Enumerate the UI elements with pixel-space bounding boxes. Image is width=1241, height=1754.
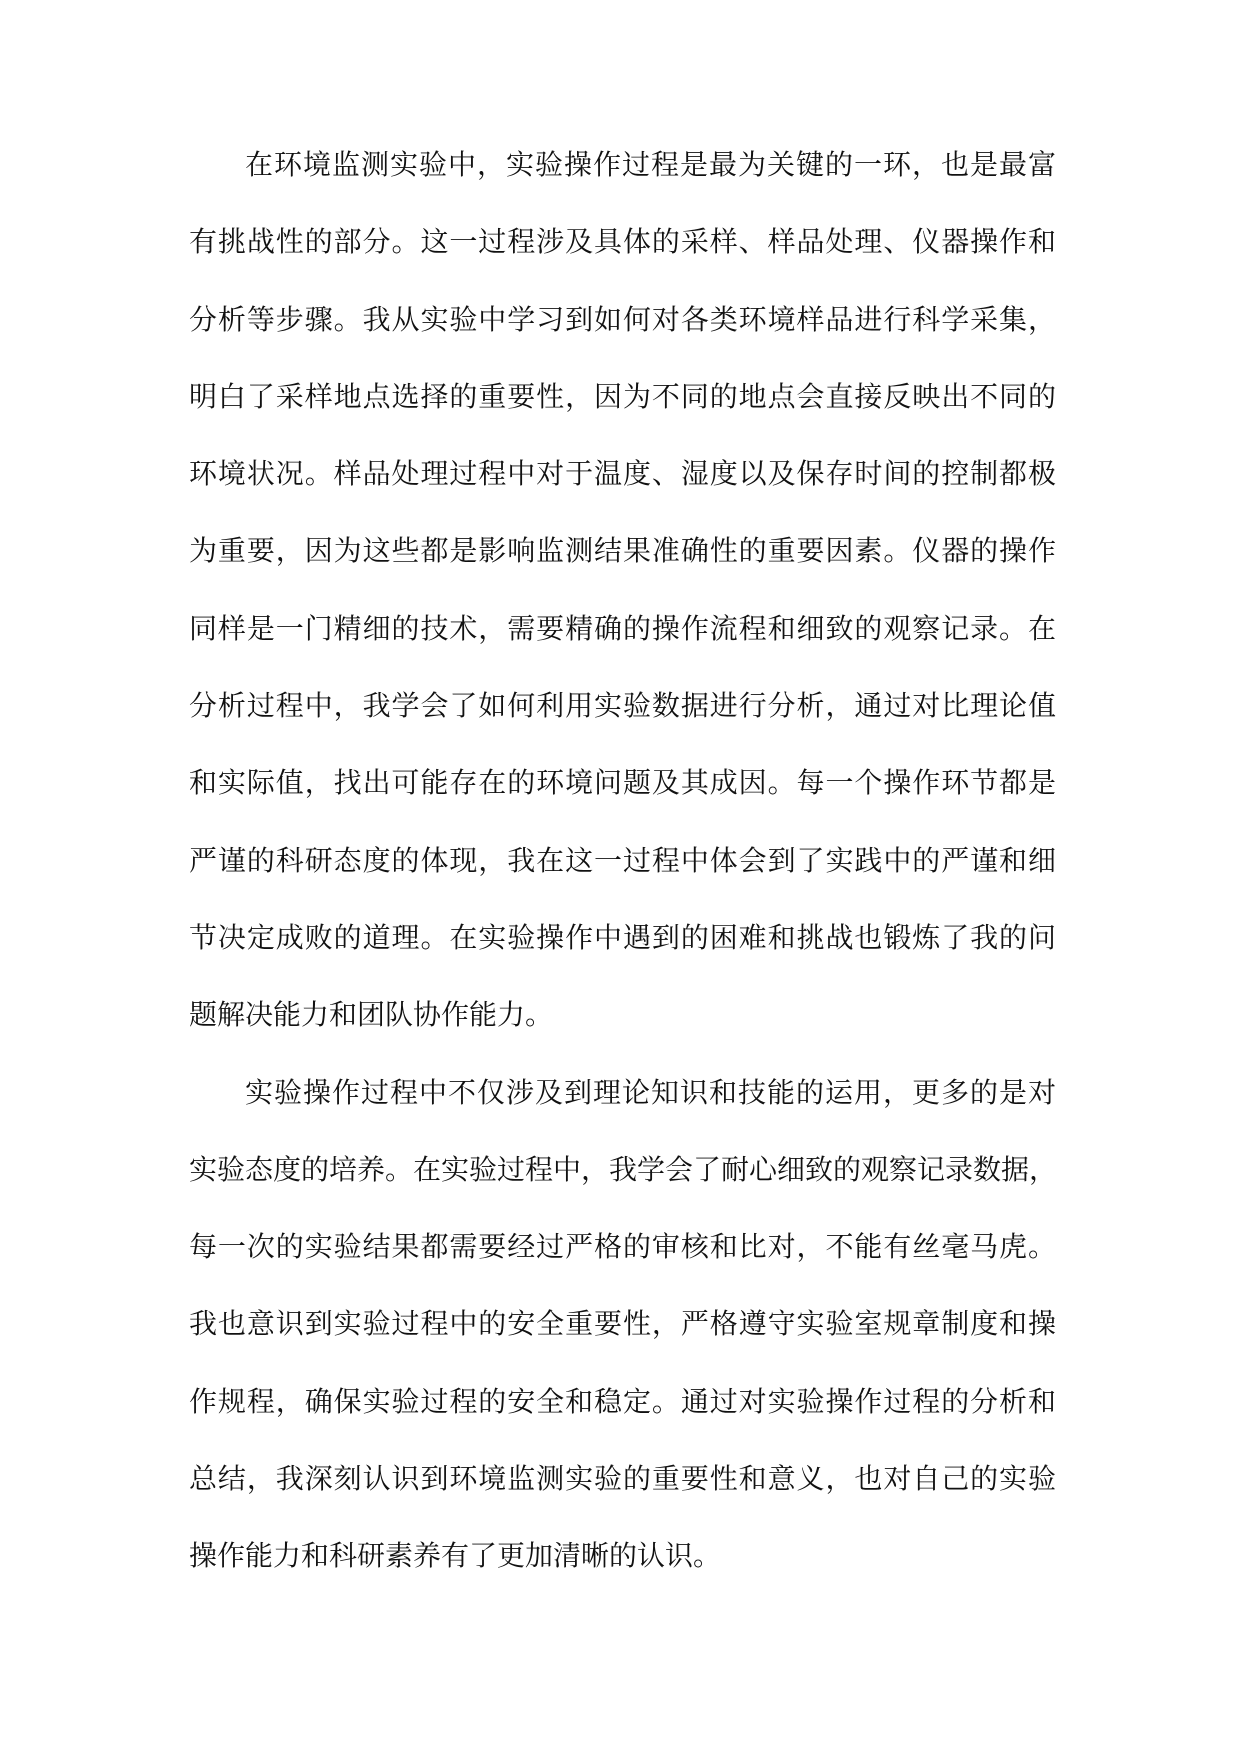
text-line: 明白了采样地点选择的重要性，因为不同的地点会直接反映出不同的: [189, 379, 1056, 413]
text-line: 为重要，因为这些都是影响监测结果准确性的重要因素。仪器的操作: [189, 534, 1056, 568]
text-line: 有挑战性的部分。这一过程涉及具体的采样、样品处理、仪器操作和: [189, 225, 1056, 259]
text-line: 总结，我深刻认识到环境监测实验的重要性和意义，也对自己的实验: [189, 1462, 1056, 1496]
text-line: 作规程，确保实验过程的安全和稳定。通过对实验操作过程的分析和: [189, 1384, 1056, 1418]
text-line: 在环境监测实验中，实验操作过程是最为关键的一环，也是最富: [245, 148, 1056, 181]
text-line: 环境状况。样品处理过程中对于温度、湿度以及保存时间的控制都极: [189, 457, 1056, 491]
text-line: 和实际值，找出可能存在的环境问题及其成因。每一个操作环节都是: [189, 766, 1056, 800]
text-line: 实验操作过程中不仅涉及到理论知识和技能的运用，更多的是对: [245, 1075, 1056, 1109]
text-line: 实验态度的培养。在实验过程中，我学会了耐心细致的观察记录数据，: [189, 1152, 1058, 1186]
text-line: 我也意识到实验过程中的安全重要性，严格遵守实验室规章制度和操: [189, 1307, 1056, 1341]
text-line: 每一次的实验结果都需要经过严格的审核和比对，不能有丝毫马虎。: [189, 1230, 1056, 1264]
document-body: [189, 145, 1056, 1614]
text-line: 节决定成败的道理。在实验操作中遇到的困难和挑战也锻炼了我的问: [189, 920, 1056, 954]
text-line: 分析过程中，我学会了如何利用实验数据进行分析，通过对比理论值: [189, 689, 1056, 723]
text-line: 题解决能力和团队协作能力。: [189, 998, 554, 1032]
paragraph-1: [189, 145, 1056, 1073]
text-line: 分析等步骤。我从实验中学习到如何对各类环境样品进行科学采集，: [189, 302, 1056, 336]
text-line: 严谨的科研态度的体现，我在这一过程中体会到了实践中的严谨和细: [189, 843, 1056, 877]
text-line: 操作能力和科研素养有了更加清晰的认识。: [189, 1539, 722, 1573]
paragraph-2: [189, 1073, 1056, 1614]
text-line: 同样是一门精细的技术，需要精确的操作流程和细致的观察记录。在: [189, 611, 1056, 645]
